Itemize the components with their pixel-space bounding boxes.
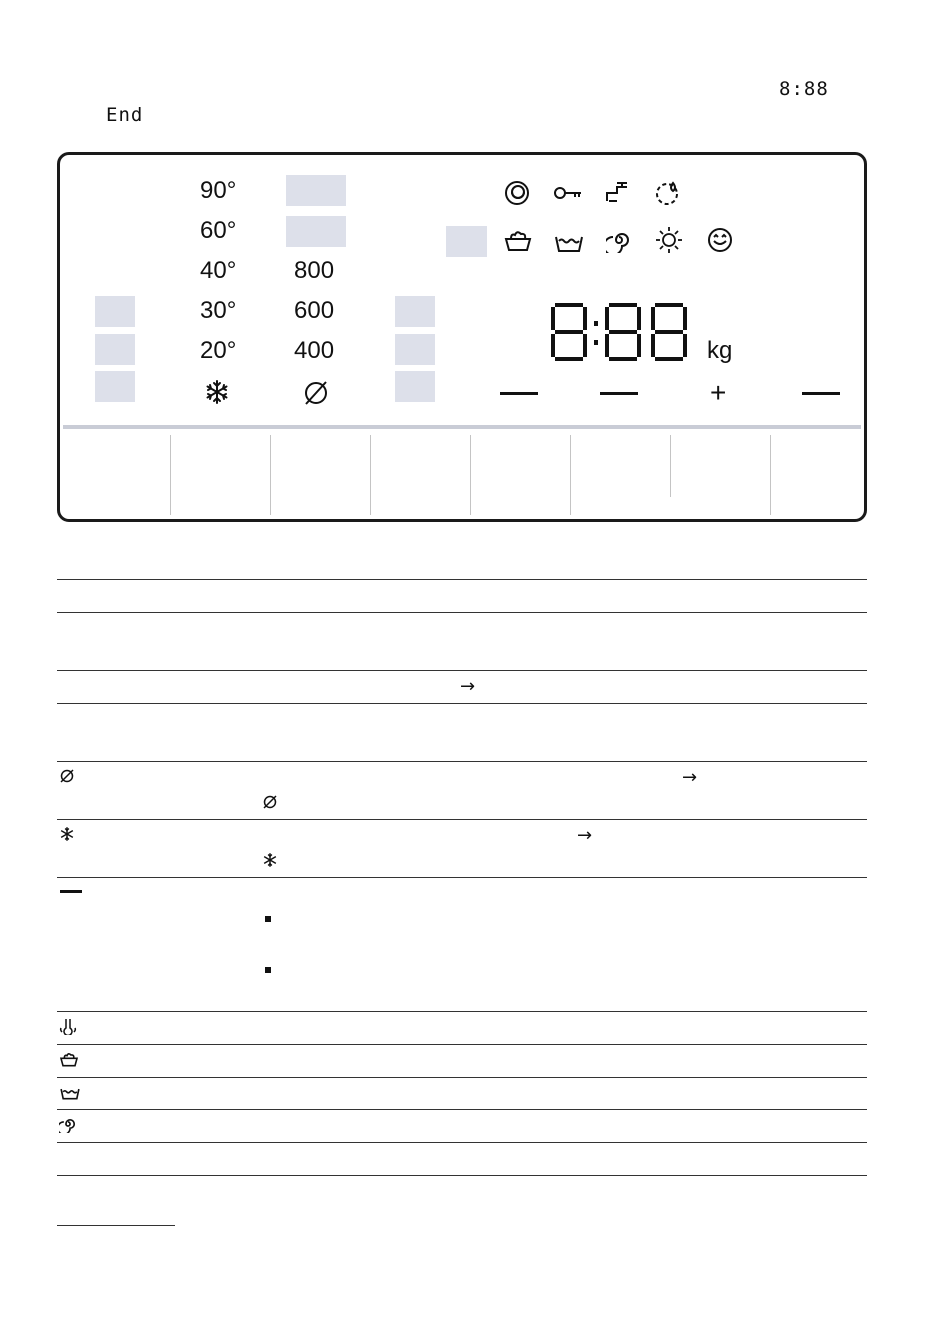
table-rule: [57, 1175, 867, 1176]
panel-separator: [63, 425, 861, 429]
spin-400[interactable]: 400: [294, 337, 335, 364]
table-rule: [57, 612, 867, 613]
temp-30[interactable]: 30°: [200, 297, 237, 324]
water-tap-icon: [605, 179, 635, 209]
cold-icon: [59, 826, 75, 846]
button-divider: [270, 435, 271, 515]
smiley-icon: [706, 226, 734, 258]
table-rule: [57, 1044, 867, 1045]
table-rule: [57, 703, 867, 704]
mid-box-3[interactable]: [395, 371, 435, 402]
spin-box-2[interactable]: [286, 216, 346, 247]
temp-60[interactable]: 60°: [200, 217, 237, 244]
table-rule: [57, 670, 867, 671]
child-lock-icon: [553, 183, 585, 207]
table-rule: [57, 761, 867, 762]
button-divider: [170, 435, 171, 515]
footnote-rule: [57, 1225, 175, 1226]
main-display: [550, 303, 690, 361]
dash-3: [802, 392, 840, 395]
table-rule: [57, 1011, 867, 1012]
dash-icon: [60, 890, 82, 893]
no-spin-icon: [59, 768, 75, 788]
drum-clean-icon: [654, 179, 684, 211]
button-divider: [370, 435, 371, 515]
temp-20[interactable]: 20°: [200, 337, 237, 364]
cold-icon[interactable]: [204, 379, 230, 409]
weight-unit: kg: [707, 337, 733, 364]
dash-1: [500, 392, 538, 395]
bullet: [265, 967, 271, 973]
button-divider: [770, 435, 771, 515]
control-panel: [57, 152, 867, 522]
left-box-3[interactable]: [95, 371, 135, 402]
header-display-sample: 8:88: [779, 78, 829, 100]
spin-box-1[interactable]: [286, 175, 346, 206]
prewash-icon: [59, 1050, 79, 1072]
spin-800[interactable]: 800: [294, 257, 335, 284]
mid-box-top[interactable]: [446, 226, 487, 257]
button-divider: [670, 435, 671, 497]
spin-600[interactable]: 600: [294, 297, 335, 324]
stain-icon: [503, 179, 531, 211]
wash-icon: [554, 231, 584, 257]
table-rule: [57, 819, 867, 820]
arrow-icon: →: [682, 767, 698, 788]
spin-icon: [606, 227, 632, 257]
table-rule: [57, 1077, 867, 1078]
eco-light-icon: [654, 225, 684, 259]
left-box-2[interactable]: [95, 334, 135, 365]
temp-sensor-icon: [59, 1017, 77, 1039]
temp-40[interactable]: 40°: [200, 257, 237, 284]
mid-box-2[interactable]: [395, 334, 435, 365]
table-rule: [57, 1142, 867, 1143]
table-rule: [57, 1109, 867, 1110]
table-rule: [57, 877, 867, 878]
button-divider: [470, 435, 471, 515]
bullet: [265, 916, 271, 922]
arrow-icon: →: [577, 825, 593, 846]
button-divider: [570, 435, 571, 515]
plus-symbol: +: [710, 377, 727, 408]
no-spin-icon: [262, 794, 278, 814]
cold-icon: [262, 852, 278, 872]
temp-90[interactable]: 90°: [200, 177, 237, 204]
prewash-icon: [503, 227, 533, 257]
left-box-1[interactable]: [95, 296, 135, 327]
arrow-icon: →: [460, 676, 476, 697]
wash-icon: [59, 1085, 81, 1104]
end-text: End: [106, 104, 144, 126]
mid-box-1[interactable]: [395, 296, 435, 327]
table-rule: [57, 579, 867, 580]
spin-icon: [59, 1115, 77, 1137]
dash-2: [600, 392, 638, 395]
no-spin-icon[interactable]: [302, 379, 330, 411]
